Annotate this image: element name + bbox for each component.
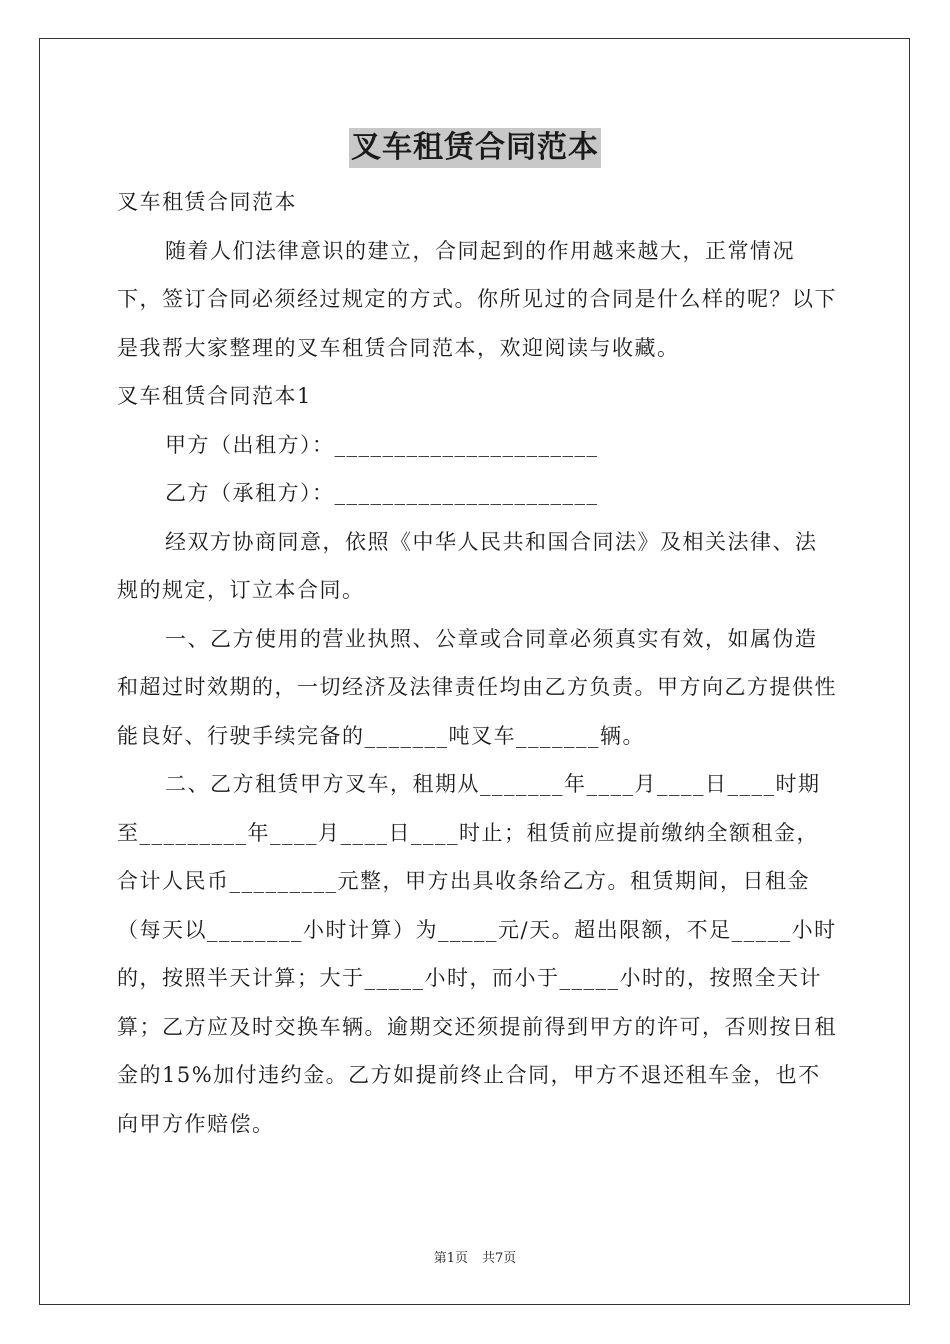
- paragraph: 随着人们法律意识的建立，合同起到的作用越来越大，正常情况下，签订合同必须经过规定的方式。你所见过的合同是什么样的呢？以下是我帮大家整理的叉车租赁合同范本，欢迎阅读与收藏。: [117, 238, 837, 360]
- paragraph: 二、乙方租赁甲方叉车，租期从_______年____月____日____时期至_________年____月____日____时止；租赁前应提前缴纳全额租金，合计人民币_________元整，甲方出具收条给乙方。租赁期间，日租金（每天以________小时计算）为_____元/天。超出限额，不足_____小时的，按照半天计算；大于_____小时，而小于_____小时的，按照全天计算；乙方应及时交换车辆。逾期交还须提前得到甲方的许可，否则按日租金的15%加付违约金。乙方如提前终止合同，甲方不退还租车金，也不向甲方作赔偿。: [117, 772, 837, 1136]
- title-container: [0, 128, 950, 168]
- paragraph: 乙方（承租方）：______________________: [165, 481, 599, 505]
- page-footer: [0, 1247, 950, 1266]
- document-title: 叉车租赁合同范本: [349, 128, 601, 168]
- paragraph: 叉车租赁合同范本1: [117, 384, 312, 408]
- paragraph: 甲方（出租方）：______________________: [165, 432, 599, 457]
- document-body: [117, 178, 837, 1148]
- page-number: 第1页: [433, 1251, 468, 1266]
- page-total: 共7页: [482, 1251, 517, 1266]
- paragraph: 叉车租赁合同范本: [117, 190, 297, 214]
- paragraph: 一、乙方使用的营业执照、公章或合同章必须真实有效，如属伪造和超过时效期的，一切经济及法律责任均由乙方负责。甲方向乙方提供性能良好、行驶手续完备的_______吨叉车_______辆。: [117, 626, 837, 748]
- paragraph: 经双方协商同意，依照《中华人民共和国合同法》及相关法律、法规的规定，订立本合同。: [117, 529, 818, 602]
